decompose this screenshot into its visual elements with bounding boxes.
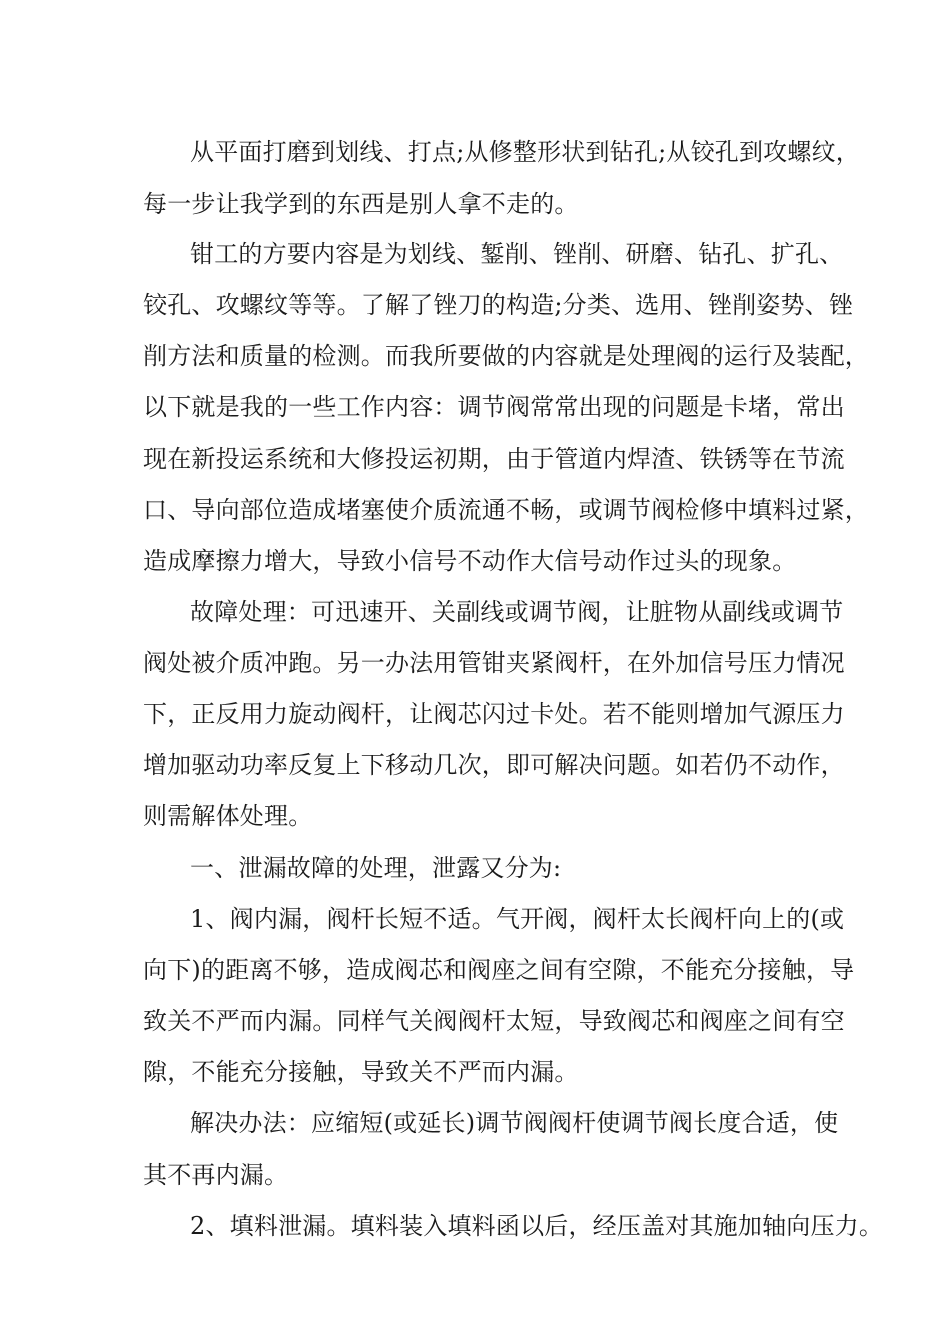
- text-line-8: 口、导向部位造成堵塞使介质流通不畅，或调节阀检修中填料过紧，: [143, 496, 869, 524]
- text-line-10: 故障处理：可迅速开、关副线或调节阀，让脏物从副线或调节: [190, 598, 844, 626]
- text-line-22: 2、填料泄漏。填料装入填料函以后，经压盖对其施加轴向压力。: [190, 1212, 884, 1240]
- text-line-12: 下，正反用力旋动阀杆，让阀芯闪过卡处。若不能则增加气源压力: [143, 700, 845, 728]
- text-line-4: 铰孔、攻螺纹等等。了解了锉刀的构造;分类、选用、锉削姿势、锉: [143, 291, 854, 319]
- text-line-2: 每一步让我学到的东西是别人拿不走的。: [143, 190, 579, 218]
- text-line-14: 则需解体处理。: [143, 802, 313, 830]
- text-line-17: 向下)的距离不够，造成阀芯和阀座之间有空隙，不能充分接触，导: [143, 956, 855, 984]
- text-line-16: 1、阀内漏，阀杆长短不适。气开阀，阀杆太长阀杆向上的(或: [190, 905, 845, 933]
- text-line-1: 从平面打磨到划线、打点;从修整形状到钻孔;从铰孔到攻螺纹，: [190, 138, 860, 166]
- text-line-13: 增加驱动功率反复上下移动几次，即可解决问题。如若仍不动作，: [143, 751, 845, 779]
- text-line-11: 阀处被介质冲跑。另一办法用管钳夹紧阀杆，在外加信号压力情况: [143, 649, 845, 677]
- text-line-19: 隙，不能充分接触，导致关不严而内漏。: [143, 1058, 579, 1086]
- text-line-18: 致关不严而内漏。同样气关阀阀杆太短，导致阀芯和阀座之间有空: [143, 1007, 845, 1035]
- text-line-3: 钳工的方要内容是为划线、錾削、锉削、研磨、钻孔、扩孔、: [190, 240, 844, 268]
- text-line-5: 削方法和质量的检测。而我所要做的内容就是处理阀的运行及装配，: [143, 342, 869, 370]
- text-line-21: 其不再内漏。: [143, 1161, 289, 1189]
- text-line-20: 解决办法：应缩短(或延长)调节阀阀杆使调节阀长度合适，使: [190, 1109, 839, 1137]
- text-line-9: 造成摩擦力增大，导致小信号不动作大信号动作过头的现象。: [143, 547, 797, 575]
- text-line-6: 以下就是我的一些工作内容：调节阀常常出现的问题是卡堵，常出: [143, 393, 845, 421]
- text-line-15: 一、泄漏故障的处理，泄露又分为:: [190, 854, 562, 882]
- text-line-7: 现在新投运系统和大修投运初期，由于管道内焊渣、铁锈等在节流: [143, 445, 845, 473]
